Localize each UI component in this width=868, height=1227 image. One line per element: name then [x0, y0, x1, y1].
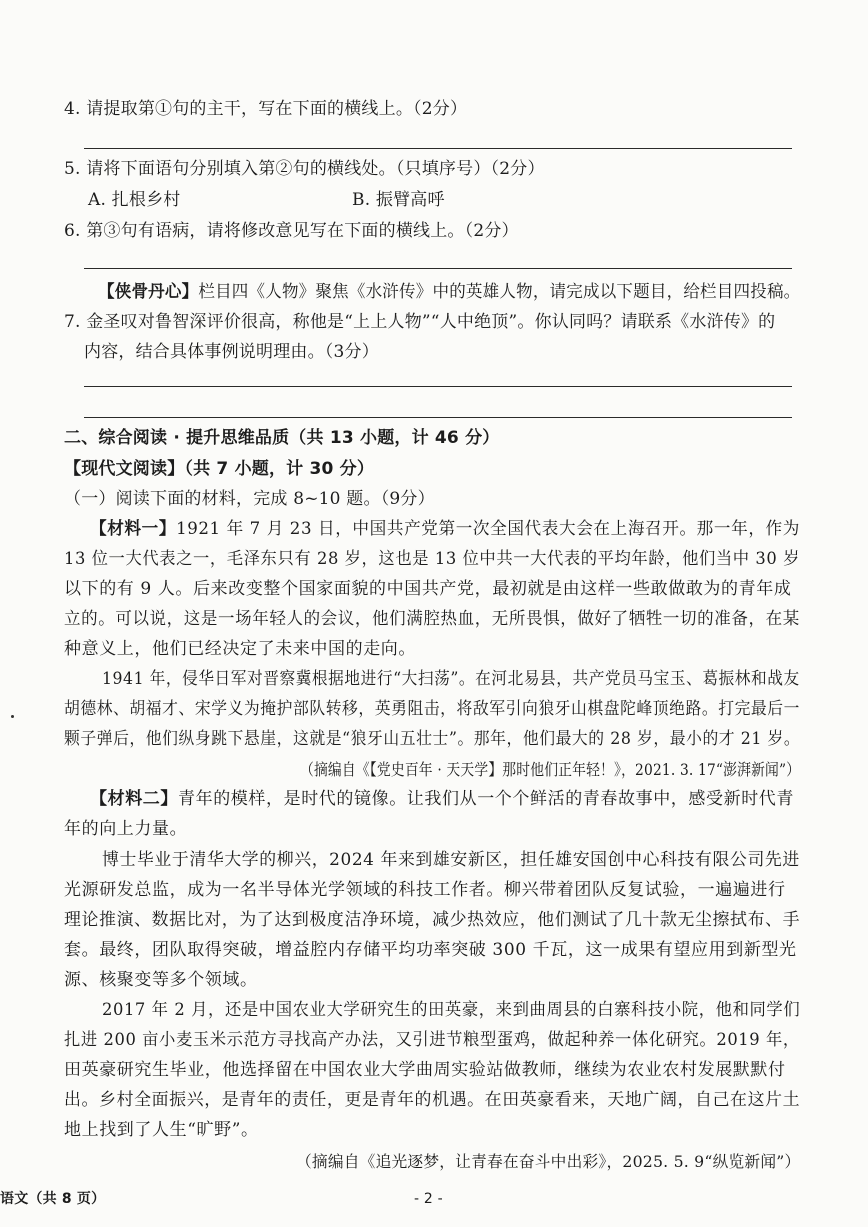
material2-line: 2017 年 2 月，还是中国农业大学研究生的田英豪，来到曲周县的白寨科技小院，他和同学们 [102, 1000, 801, 1020]
material2-line: 套。最终，团队取得突破，增益腔内存储平均功率突破 300 千瓦，这一成果有望应用到新型光 [64, 940, 797, 960]
section2-title: 二、综合阅读 · 提升思维品质（共 13 小题，计 46 分） [64, 428, 500, 448]
material2-line: 出。乡村全面振兴，是青年的责任，更是青年的机遇。在田英豪看来，天地广阔，自己在这片土 [64, 1090, 801, 1110]
material2-source: （摘编自《追光逐梦，让青春在奋斗中出彩》，2025. 5. 9“纵览新闻”） [296, 1152, 801, 1171]
q5-option-b: B. 振臂高呼 [352, 190, 445, 210]
material1-line [90, 518, 800, 540]
answer-line-q7-2[interactable] [84, 417, 792, 418]
question-5: 5. 请将下面语句分别填入第②句的横线处。（只填序号）（2分） [64, 159, 545, 179]
material1-line: 胡德林、胡福才、宋学义为掩护部队转移，英勇阻击，将敌军引向狼牙山棋盘陀峰顶绝路。打完最后一 [64, 699, 801, 719]
section2-part1: （一）阅读下面的材料，完成 8~10 题。（9分） [64, 489, 435, 509]
material1-line: 以下的有 9 人。后来改变整个国家面貌的中国共产党，最初就是由这样一些敢做敢为的青年成 [64, 579, 792, 599]
material2-line: 年的向上力量。 [64, 819, 188, 839]
material1-line: 13 位一大代表之一，毛泽东只有 28 岁，这也是 13 位中共一大代表的平均年龄，他们当中 30 岁 [64, 549, 800, 569]
column4-heading: 【侠骨丹心】 [98, 282, 199, 302]
column4-intro [98, 281, 800, 303]
material2-line: 源、核聚变等多个领域。 [64, 970, 258, 990]
material1-line: 种意义上，他们已经决定了未来中国的走向。 [64, 639, 416, 659]
question-6: 6. 第③句有语病，请将修改意见写在下面的横线上。（2分） [64, 221, 519, 241]
material1-line: 立的。可以说，这是一场年轻人的会议，他们满腔热血，无所畏惧，做好了牺牲一切的准备，在某 [64, 609, 800, 629]
material1-source: （摘编自《【党史百年 · 天天学】那时他们正年轻！》，2021. 3. 17“澎湃新闻”） [300, 760, 801, 779]
column4-text: 栏目四《人物》聚焦《水浒传》中的英雄人物，请完成以下题目，给栏目四投稿。 [198, 282, 801, 302]
footer-page-number: - 2 - [414, 1191, 443, 1207]
material2-line: 地上找到了人生“旷野”。 [64, 1120, 259, 1140]
question-7-line1: 7. 金圣叹对鲁智深评价很高，称他是“上上人物”“人中绝顶”。你认同吗？请联系《水浒传》的 [64, 312, 776, 332]
material1-line: 1941 年，侵华日军对晋察冀根据地进行“大扫荡”。在河北易县，共产党员马宝玉、葛振林和战友 [102, 669, 800, 689]
question-4: 4. 请提取第①句的主干，写在下面的横线上。（2分） [64, 99, 468, 119]
answer-line-q4[interactable] [84, 148, 792, 149]
material2-line: 扎进 200 亩小麦玉米示范方寻找高产办法，又引进节粮型蛋鸡，做起种养一体化研究。2019 年， [64, 1030, 800, 1050]
footer-subject: 语文（共 8 页） [0, 1191, 106, 1207]
material2-text: 青年的模样，是时代的镜像。让我们从一个个鲜活的青春故事中，感受新时代青 [178, 789, 794, 809]
material2-line: 田英豪研究生毕业，他选择留在中国农业大学曲周实验站做教师，继续为农业农村发展默默付 [64, 1060, 786, 1080]
material1-line: 颗子弹后，他们纵身跳下悬崖，这就是“狼牙山五壮士”。那年，他们最大的 28 岁，最小的才 21 岁。 [64, 729, 801, 749]
question-7-line2: 内容，结合具体事例说明理由。（3分） [84, 342, 379, 362]
material1-label: 【材料一】 [90, 519, 177, 539]
q5-option-a: A. 扎根乡村 [88, 190, 181, 210]
material2-line: 理论推演、数据比对，为了达到极度洁净环境，减少热效应，他们测试了几十款无尘擦拭布、手 [64, 910, 801, 930]
answer-line-q6[interactable] [84, 268, 792, 269]
material2-label: 【材料二】 [90, 789, 178, 809]
material2-line [90, 788, 794, 810]
material2-line: 光源研发总监，成为一名半导体光学领域的科技工作者。柳兴带着团队反复试验，一遍遍进行 [64, 880, 786, 900]
section2-subtitle: 【现代文阅读】（共 7 小题，计 30 分） [64, 459, 375, 479]
scan-speck [11, 715, 14, 718]
answer-line-q7-1[interactable] [84, 386, 792, 387]
material2-line: 博士毕业于清华大学的柳兴，2024 年来到雄安新区，担任雄安国创中心科技有限公司先进 [102, 850, 800, 870]
material1-text: 1921 年 7 月 23 日，中国共产党第一次全国代表大会在上海召开。那一年，作为 [176, 519, 800, 539]
